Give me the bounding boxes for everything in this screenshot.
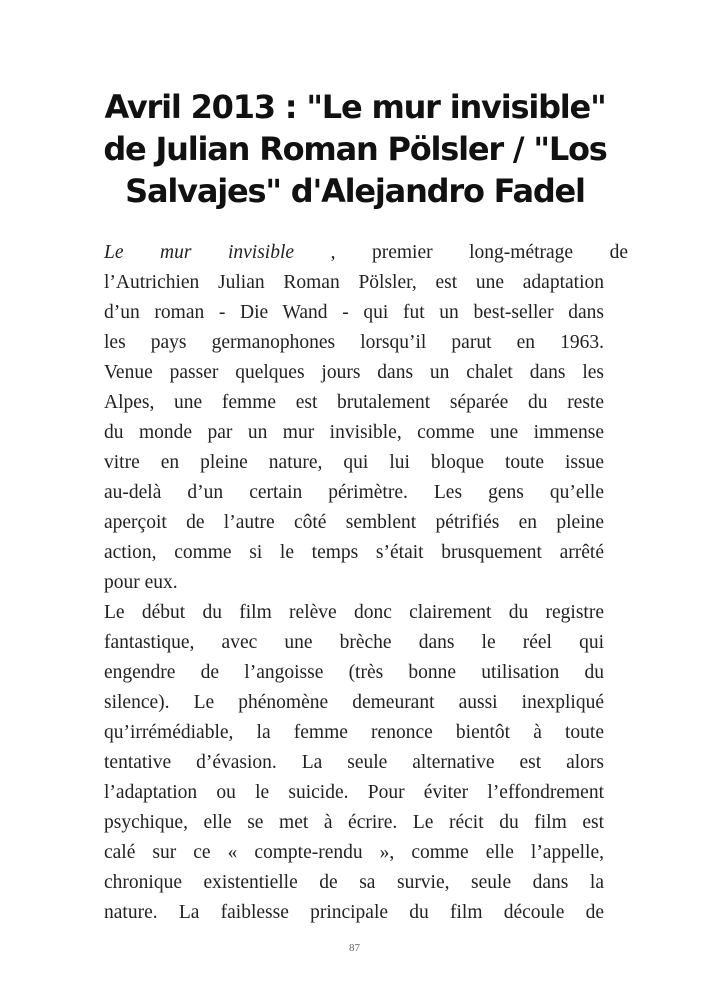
text-line — [104, 238, 628, 268]
paragraph-end-line: pour eux. — [104, 572, 178, 593]
text-line: Venue passer quelques jours dans un chalet dans les — [104, 362, 604, 383]
text-line: nature. La faiblesse principale du film découle de — [104, 902, 604, 923]
text-line: d’un roman - Die Wand - qui fut un best-seller dans — [104, 302, 604, 323]
text-line: fantastique, avec une brèche dans le réel qui — [104, 632, 604, 653]
first-line-text: , premier long-métrage de — [330, 242, 629, 263]
text-line: calé sur ce « compte-rendu », comme elle l’appelle, — [104, 842, 604, 863]
text-line: action, comme si le temps s’était brusquement arrêté — [104, 542, 604, 563]
text-line: qu’irrémédiable, la femme renonce bientôt à toute — [104, 722, 604, 743]
text-line: silence). Le phénomène demeurant aussi inexpliqué — [104, 692, 604, 713]
text-line: engendre de l’angoisse (très bonne utilisation du — [104, 662, 604, 683]
text-line: du monde par un mur invisible, comme une immense — [104, 422, 604, 443]
text-line: vitre en pleine nature, qui lui bloque toute issue — [104, 452, 604, 473]
text-line: aperçoit de l’autre côté semblent pétrifiés en pleine — [104, 512, 604, 533]
text-line: tentative d’évasion. La seule alternative est alors — [104, 752, 604, 773]
page-number: 87 — [349, 942, 360, 954]
text-line: Le début du film relève donc clairement du registre — [104, 602, 604, 623]
title-line: Salvajes" d'Alejandro Fadel — [125, 172, 585, 210]
text-line: au-delà d’un certain périmètre. Les gens qu’elle — [104, 482, 604, 503]
title-line: de Julian Roman Pölsler / "Los — [103, 130, 607, 168]
title-line: Avril 2013 : "Le mur invisible" — [104, 88, 606, 126]
text-line: les pays germanophones lorsqu’il parut en 1963. — [104, 332, 604, 353]
film-title: Le mur invisible — [104, 242, 295, 263]
text-line: Alpes, une femme est brutalement séparée du reste — [104, 392, 604, 413]
text-line: chronique existentielle de sa survie, seule dans la — [104, 872, 604, 893]
page-title — [90, 86, 620, 212]
text-line: l’adaptation ou le suicide. Pour éviter l’effondrement — [104, 782, 604, 803]
article-body — [104, 238, 629, 928]
text-line: psychique, elle se met à écrire. Le récit du film est — [104, 812, 604, 833]
text-line: l’Autrichien Julian Roman Pölsler, est une adaptation — [104, 272, 604, 293]
